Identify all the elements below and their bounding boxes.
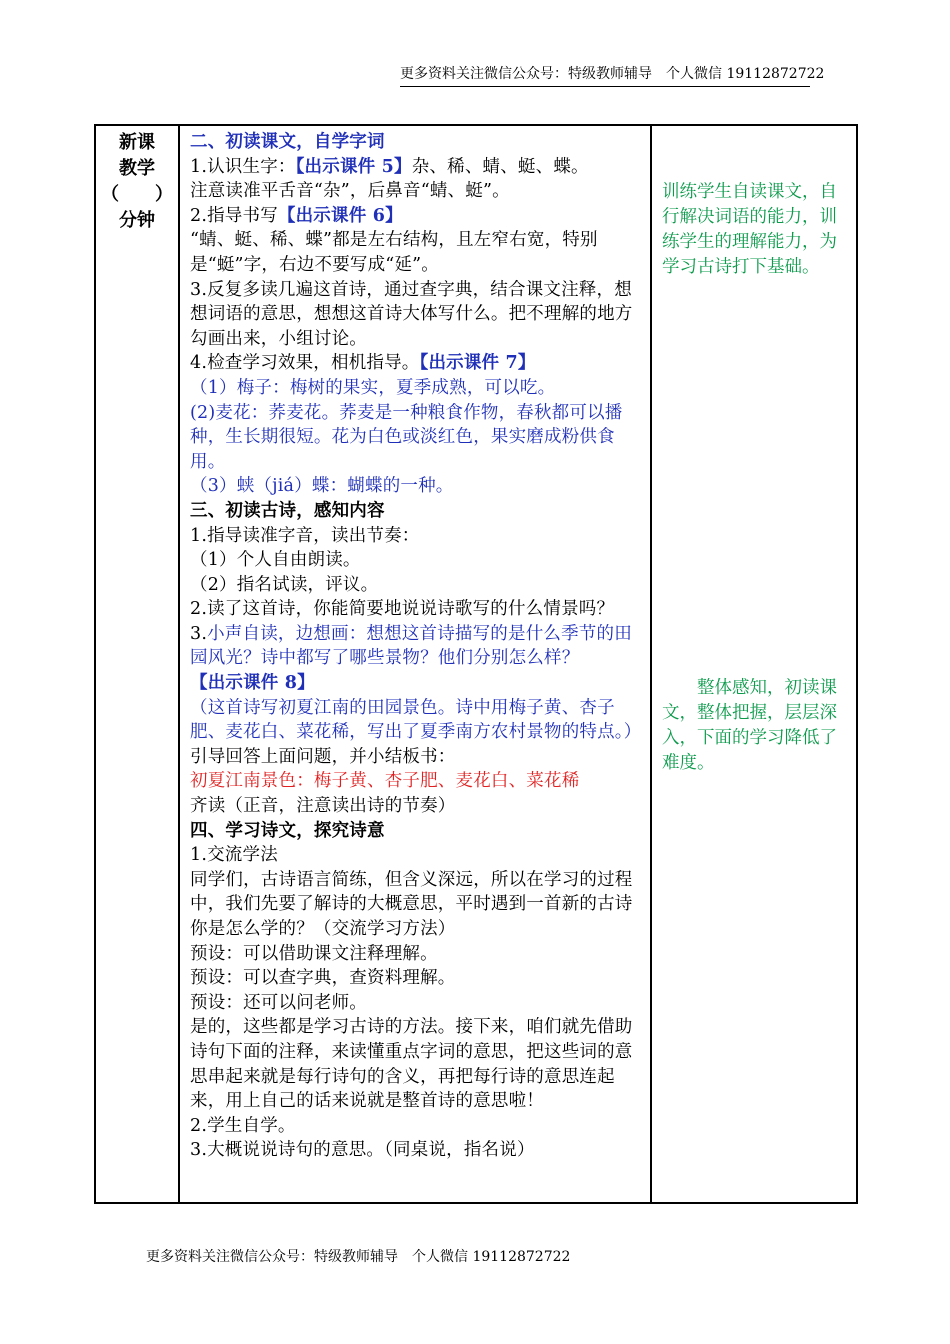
text-line: 2.读了这首诗，你能简要地说说诗歌写的什么情景吗？ xyxy=(190,599,615,620)
text-line: 注意读准平舌音“杂”，后鼻音“蜻、蜓”。 xyxy=(190,181,510,202)
answer-line: （1）梅子：梅树的果实，夏季成熟，可以吃。 xyxy=(190,377,556,398)
answer-paragraph: （这首诗写初夏江南的田园景色。诗中用梅子黄、杏子肥、麦花白、菜花稀，写出了夏季南方农村景物的特点。） xyxy=(190,697,642,743)
text-paragraph: 3.反复多读几遍这首诗，通过查字典，结合课文注释，想想词语的意思，想想这首诗大体写什么。把不理解的地方勾画出来，小组讨论。 xyxy=(190,279,633,349)
teaching-content-cell xyxy=(179,125,651,1203)
text-line: 3.大概说说诗句的意思。（同桌说，指名说） xyxy=(190,1140,535,1161)
text-line: 预设：可以借助课文注释理解。 xyxy=(190,943,438,964)
page-footer: 更多资料关注微信公众号：特级教师辅导 个人微信 19112872722 xyxy=(146,1249,571,1265)
text-paragraph: “蜻、蜓、稀、蝶”都是左右结构，且左窄右宽，特别是“蜓”字，右边不要写成“延”。 xyxy=(190,230,598,275)
stage-label-line: 分钟 xyxy=(119,210,155,231)
text-line: 预设：可以查字典，查资料理解。 xyxy=(190,968,456,989)
stage-label-line: （ ） xyxy=(101,184,173,205)
text-line: 4.检查学习效果，相机指导。【出示课件 7】 xyxy=(190,353,536,374)
text-line: 1.指导读准字音，读出节奏： xyxy=(190,525,420,546)
text-line: 齐读（正音，注意读出诗的节奏） xyxy=(190,796,456,817)
courseware-tag: 【出示课件 7】 xyxy=(419,353,536,374)
text-paragraph: 是的，这些都是学习古诗的方法。接下来，咱们就先借助诗句下面的注释，来读懂重点字词的意思，把这些词的意思串起来就是每行诗句的含义，再把每行诗的意思连起来，用上自己的话来说就是整首诗的意思啦！ xyxy=(190,1017,633,1112)
text-line: 引导回答上面问题，并小结板书： xyxy=(190,746,456,767)
text-line: 1.认识生字：【出示课件 5】杂、稀、蜻、蜓、蝶。 xyxy=(190,156,589,177)
text-line: （2）指名试读，评议。 xyxy=(190,574,379,595)
section-title: 四、学习诗文，探究诗意 xyxy=(190,820,385,841)
section-title: 二、初读课文，自学字词 xyxy=(190,132,385,152)
text-paragraph: 同学们，古诗语言简练，但含义深远，所以在学习的过程中，我们先要了解诗的大概意思，平时遇到一首新的古诗你是怎么学的？（交流学习方法） xyxy=(190,869,633,939)
table-row xyxy=(95,125,857,1203)
stage-label-line: 教学 xyxy=(119,158,155,179)
section-title: 三、初读古诗，感知内容 xyxy=(190,500,385,521)
page-header: 更多资料关注微信公众号：特级教师辅导 个人微信 19112872722 xyxy=(400,64,810,87)
text-line: （1）个人自由朗读。 xyxy=(190,550,361,571)
text-line: 1.交流学法 xyxy=(190,845,278,866)
courseware-tag: 【出示课件 6】 xyxy=(277,205,403,226)
text-line: 预设：还可以问老师。 xyxy=(190,992,367,1013)
design-intent-cell xyxy=(651,125,857,1203)
board-summary: 初夏江南景色：梅子黄、杏子肥、麦花白、菜花稀 xyxy=(190,771,580,792)
courseware-tag: 【出示课件 5】 xyxy=(295,156,412,177)
design-note: 整体感知，初读课文，整体把握，层层深入，下面的学习降低了难度。 xyxy=(662,678,837,773)
stage-label-line: 新课 xyxy=(119,132,155,153)
answer-paragraph: (2)麦花：荞麦花。荞麦是一种粮食作物，春秋都可以播种，生长期很短。花为白色或淡红色，果实磨成粉供食用。 xyxy=(190,402,623,472)
text-line: 2.指导书写【出示课件 6】 xyxy=(190,205,403,226)
question-paragraph: 3.小声自读，边想画：想想这首诗描写的是什么季节的田园风光？诗中都写了哪些景物？他们分别怎么样？ xyxy=(190,623,632,669)
answer-line: （3）蛱（jiá）蝶：蝴蝶的一种。 xyxy=(190,476,454,497)
text-line: 2.学生自学。 xyxy=(190,1115,296,1136)
lesson-table xyxy=(94,124,858,1204)
stage-label-cell xyxy=(95,125,179,1203)
courseware-tag: 【出示课件 8】 xyxy=(190,673,315,694)
design-note: 训练学生自读课文，自行解决词语的能力，训练学生的理解能力，为学习古诗打下基础。 xyxy=(662,182,837,277)
